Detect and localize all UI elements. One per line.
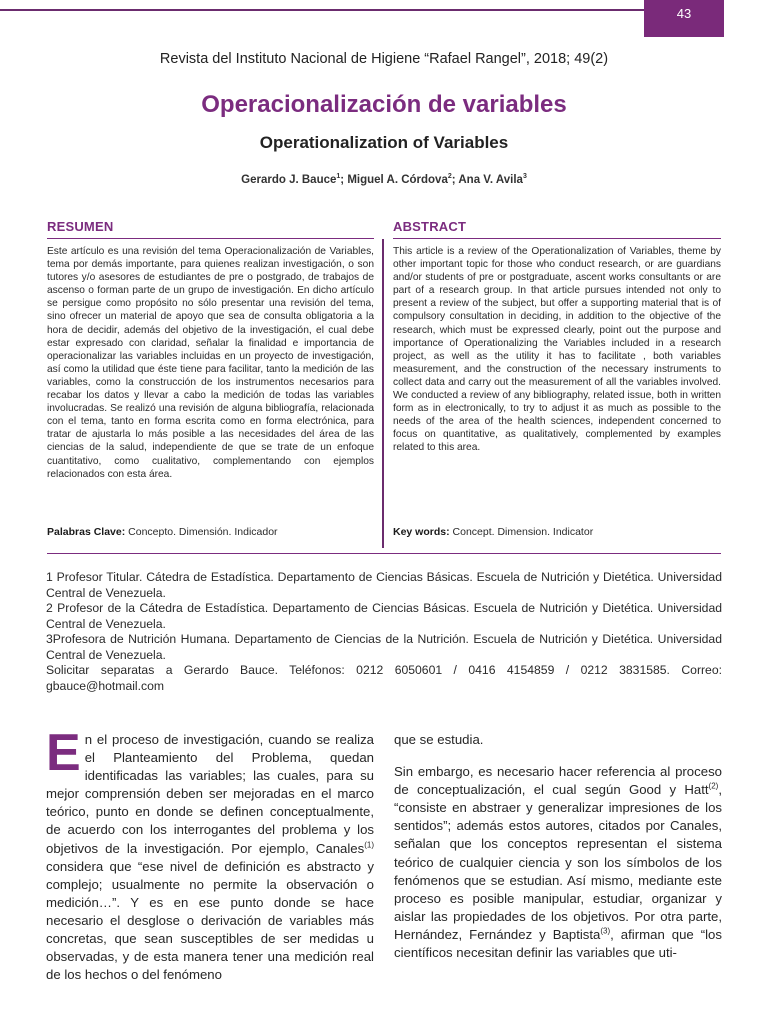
resumen-rule xyxy=(47,238,374,239)
citation-ref: (3) xyxy=(600,926,611,936)
body-text: n el proceso de investigación, cuando se realiza el Planteamiento del Problema, quedan identificadas las variables; las cuales, para su mejor comprensión deben ser mejoradas en el marco teórico, punto en donde se definen conceptualmente, de acuerdo con los interrogantes del problema y los objetivos de la investigación. Por ejemplo, Canales xyxy=(46,732,374,856)
resumen-heading: RESUMEN xyxy=(47,219,114,234)
header-rule xyxy=(0,9,644,11)
keywords-value: Concepto. Dimensión. Indicador xyxy=(128,526,278,538)
body-text: , “consiste en abstraer y generalizar impresiones de los sentidos”; además estos autores, citados por Canales, señalan que los conceptos representan el sistema teórico de cualquier ciencia y son los símbolos de los fenómenos que se estudian. Así mismo, mediante este proceso es posible manipular, estudiar, organizar y aislar las propiedades de los objetivos. Por otra parte, Hernández, Fernández y Baptista xyxy=(394,782,722,942)
article-subtitle: Operationalization of Variables xyxy=(259,133,509,152)
body-text: considera que “ese nivel de definición es abstracto y complejo; usualmente no permite la observación o medición…”. Y es en ese punto donde se hace necesario el desglose o derivación de variables más concretas, que sean susceptibles de ser medidas u observadas, y de esta manera tener una medición real de los hechos o del fenómeno xyxy=(46,858,374,983)
correspondence-note: Solicitar separatas a Gerardo Bauce. Teléfonos: 0212 6050601 / 0416 4154859 / 0212 3831585. Correo: gbauce@hotmail.com xyxy=(46,663,722,693)
affiliation-note: 3Profesora de Nutrición Humana. Departamento de Ciencias de la Nutrición. Escuela de Nutrición y Dietética. Universidad Central de Venezuela. xyxy=(46,632,722,662)
resumen-text: Este artículo es una revisión del tema Operacionalización de Variables, tema por demás importante, para quienes realizan investigación, o son tutores y/o asesores de estudiantes de pre o postgrado, de trabajos de ascenso o forman parte de un grupo de investigación. En dicho artículo se persigue como propósito no sólo presentar una revisión del tema, sino ofrecer un material de apoyo que sea de consulta obligatoria a la hora de decidir, además del objetivo de la investigación, el cual debe estar expresado con claridad, señalar la finalidad e importancia de operacionalizar las variables incluidas en un proyecto de investigación, así como la utilidad que éste tiene para facilitar, tanto la medición de las variables, como la construcción de los instrumentos necesarios para recabar los datos y llevar a cabo la medición de todas las variables involucradas. Se realizó una revisión de alguna bibliografía, relacionada con el tema, tanto en forma escrita como en forma electrónica, para tratar de ajustarla lo más posible a las necesidades del área de las ciencias de la salud, independiente de que se trate de un enfoque cuantitativo, como cualitativo, complementando con ejemplos relacionados con esta área. xyxy=(47,246,374,480)
keywords-value: Concept. Dimension. Indicator xyxy=(452,526,594,538)
article-title: Operacionalización de variables xyxy=(201,91,567,118)
abstract-keywords xyxy=(393,526,593,538)
abstract-rule xyxy=(393,238,721,239)
author-name: Gerardo J. Bauce xyxy=(241,174,337,186)
column-divider xyxy=(382,239,384,548)
author-list xyxy=(0,174,768,186)
body-text: , afirman que “los científicos necesitan definir las variables que uti- xyxy=(394,926,722,961)
page-number: 43 xyxy=(676,6,692,21)
citation-ref: (2) xyxy=(708,781,719,791)
body-column-left xyxy=(46,724,374,984)
affiliation-note: 1 Profesor Titular. Cátedra de Estadística. Departamento de Ciencias Básicas. Escuela de Nutrición y Dietética. Universidad Central de Venezuela. xyxy=(46,570,722,600)
author-name: Ana V. Avila xyxy=(458,174,523,186)
keywords-label: Palabras Clave: xyxy=(47,526,126,538)
author-affiliation-mark: 1 xyxy=(336,173,341,181)
body-paragraph: que se estudia. xyxy=(394,732,484,747)
keywords-label: Key words: xyxy=(393,526,450,538)
footnote-rule xyxy=(47,553,721,554)
author-name: Miguel A. Córdova xyxy=(347,174,448,186)
author-affiliation-mark: 2 xyxy=(447,173,452,181)
abstract-heading: ABSTRACT xyxy=(393,219,467,234)
body-paragraph xyxy=(46,724,374,984)
author-separator: ; xyxy=(451,174,459,186)
drop-cap: E xyxy=(46,724,81,782)
author-affiliation-mark: 3 xyxy=(522,173,527,181)
citation-ref: (1) xyxy=(364,840,374,850)
affiliation-notes xyxy=(46,570,722,694)
body-column-right xyxy=(394,731,722,962)
body-text: Sin embargo, es necesario hacer referencia al proceso de conceptualización, el cual según Good y Hatt xyxy=(394,764,722,798)
abstract-text: This article is a review of the Operationalization of Variables, theme by other important topic for those who conduct research, or are guardians and/or students of pre or postgraduate, ascent works consultants or are part of a research group. In that article pursues intended not only to present a review of the subject, but offer a supporting material that is of compulsory consultation in deciding, in addition to the objective of the research, which must be expressed clearly, point out the purpose and importance of Operationalizing the Variables included in a research project, as well as the utility it has to facilitate , both variables measurement, and the construction of the necessary instruments to collect data and carry out the measurement of all the variables involved. We conducted a review of any bibliography, related issue, both in written form as in electronically, to try to adjust it as much as possible to the needs of the area of the health sciences, independent concerned to focus on quantitative, as qualitatively, complemented by examples related to this area. xyxy=(393,246,721,454)
body-paragraph xyxy=(394,763,722,962)
affiliation-note: 2 Profesor de la Cátedra de Estadística. Departamento de Ciencias Básicas. Escuela de Nutrición y Dietética. Universidad Central de Venezuela. xyxy=(46,601,722,631)
journal-citation: Revista del Instituto Nacional de Higiene “Rafael Rangel”, 2018; 49(2) xyxy=(159,51,609,67)
page-number-badge xyxy=(644,0,724,37)
resumen-keywords xyxy=(47,526,278,538)
author-separator: ; xyxy=(340,174,348,186)
